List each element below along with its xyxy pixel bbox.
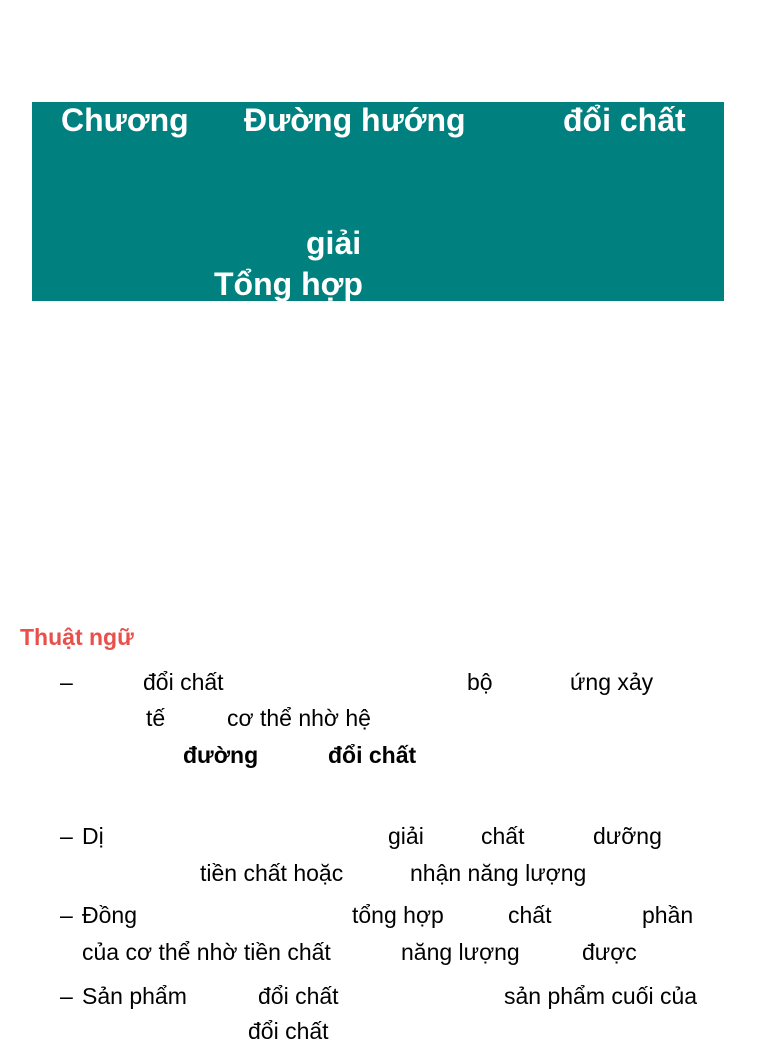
title-word-doi-chat: đổi chất xyxy=(563,102,686,138)
bullet1-text: đổi chất xyxy=(143,669,224,695)
bullet-dash: – xyxy=(60,983,73,1009)
section-heading: Thuật ngữ xyxy=(20,624,134,650)
bullet3-text: được xyxy=(582,939,637,965)
bullet4-text-cut: đổi chất xyxy=(248,1018,329,1044)
bullet4-text: Sản phẩm xyxy=(82,983,187,1009)
bullet3-text: của cơ thể nhờ tiền chất xyxy=(82,939,331,965)
bullet3-text: Đồng xyxy=(82,902,137,928)
bullet1-bold-term: đường xyxy=(183,742,259,768)
bullet-dash: – xyxy=(60,902,73,928)
bullet1-text: bộ xyxy=(467,669,493,695)
bullet1-bold-term: đổi chất xyxy=(328,742,417,768)
title-word-tong-hop: Tổng hợp xyxy=(214,266,363,302)
bullet3-text: chất xyxy=(508,902,552,928)
bullet2-text: nhận năng lượng xyxy=(410,860,587,886)
bullet3-text: tổng hợp xyxy=(352,902,444,928)
bullet4-text: sản phẩm cuối của xyxy=(504,983,698,1009)
bullet1-text: cơ thể nhờ hệ xyxy=(227,705,371,731)
bullet2-text: Dị xyxy=(82,823,104,849)
bullet3-text: phần xyxy=(642,902,694,928)
bullet-dash: – xyxy=(60,823,73,849)
bullet2-text: tiền chất hoặc xyxy=(200,860,344,886)
bullet-dash: – xyxy=(60,669,73,695)
bullet3-text: năng lượng xyxy=(401,939,520,965)
bullet1-text: ứng xảy xyxy=(570,669,654,695)
bullet2-text: giải xyxy=(388,823,424,849)
bullet2-text: chất xyxy=(481,823,525,849)
title-word-giai: giải xyxy=(306,225,362,261)
bullet1-text: tế xyxy=(146,705,166,731)
title-word-duong-huong: Đường hướng xyxy=(244,102,466,138)
bullet2-text: dưỡng xyxy=(593,823,662,849)
title-word-chuong: Chương xyxy=(61,102,189,138)
bullet4-text: đổi chất xyxy=(258,983,339,1009)
